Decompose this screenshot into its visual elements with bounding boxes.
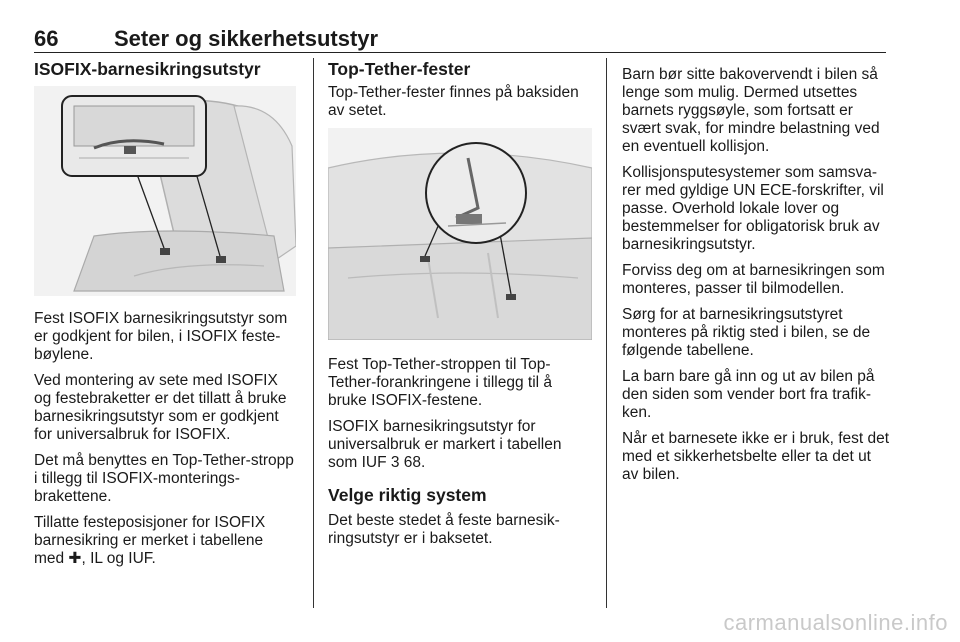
top-tether-illustration [328,128,592,340]
paragraph [328,418,592,472]
paragraph-text: Tillatte festeposisjoner for ISOFIX barnesikring er merket i tabellene med [34,514,266,567]
paragraph: La barn bare gå inn og ut av bilen på den siden som vender bort fra trafikken. [622,368,875,421]
column-isofix [34,58,296,576]
watermark: carmanualsonline.info [723,610,948,635]
section-heading-top-tether: Top-Tether-fester [328,59,471,79]
column-divider [606,58,607,608]
paragraph: Forviss deg om at barnesikringen som monteres, passer til bilmodellen. [622,262,885,297]
column-divider [313,58,314,608]
paragraph: Fest ISOFIX barnesikringsutstyr som er godkjent for bilen, i ISOFIX festebøylene. [34,310,288,363]
page-number: 66 [34,26,59,51]
column-info [622,66,890,492]
section-heading-isofix: ISOFIX-barnesikringsutstyr [34,59,261,79]
paragraph: Sørg for at barnesikringsutstyret monteres på riktig sted i bilen, se de følgende tabellene. [622,306,871,359]
column-top-tether [328,58,592,556]
paragraph: Når et barnesete ikke er i bruk, fest det med et sikkerhetsbelte eller ta det ut av bilen. [622,430,890,483]
paragraph: Fest Top-Tether-stroppen til Top-Tether-forankringene i tillegg til å bruke ISOFIX-festene. [328,356,553,409]
paragraph: Det må benyttes en Top-Tether-stropp i tillegg til ISOFIX-monteringsbrakettene. [34,452,294,505]
paragraph: Kollisjonsputesystemer som samsvarer med gyldige UN ECE-forskrifter, vil passe. Overhold lokale lover og bestemmelser for obligatorisk bruk av barnesikringsutstyr. [622,164,884,253]
chapter-title: Seter og sikkerhetsutstyr [114,26,379,51]
section-heading-system: Velge riktig system [328,485,487,505]
paragraph [34,514,296,568]
paragraph: Barn bør sitte bakovervendt i bilen så lenge som mulig. Dermed utsettes barnets ryggsøyle, som fortsatt er svært svak, for mindre belastning ved en eventuell kollisjon. [622,66,880,155]
paragraph-text: ISOFIX barnesikringsutstyr for universalbruk er markert i tabellen som IUF [328,418,562,471]
paragraph-text: , IL og IUF. [81,550,156,567]
paragraph: Det beste stedet å feste barnesikringsutstyr er i baksetet. [328,512,560,547]
page-reference: 3 68. [390,454,426,471]
page-header [34,26,886,53]
paragraph: Ved montering av sete med ISOFIX og festebraketter er det tillatt å bruke barnesikringsutstyr som er godkjent for universalbruk for ISOFIX. [34,372,287,443]
isofix-symbol-icon: ✚ [68,550,82,567]
paragraph: Top-Tether-fester finnes på baksiden av setet. [328,84,579,119]
isofix-seat-illustration [34,86,296,296]
